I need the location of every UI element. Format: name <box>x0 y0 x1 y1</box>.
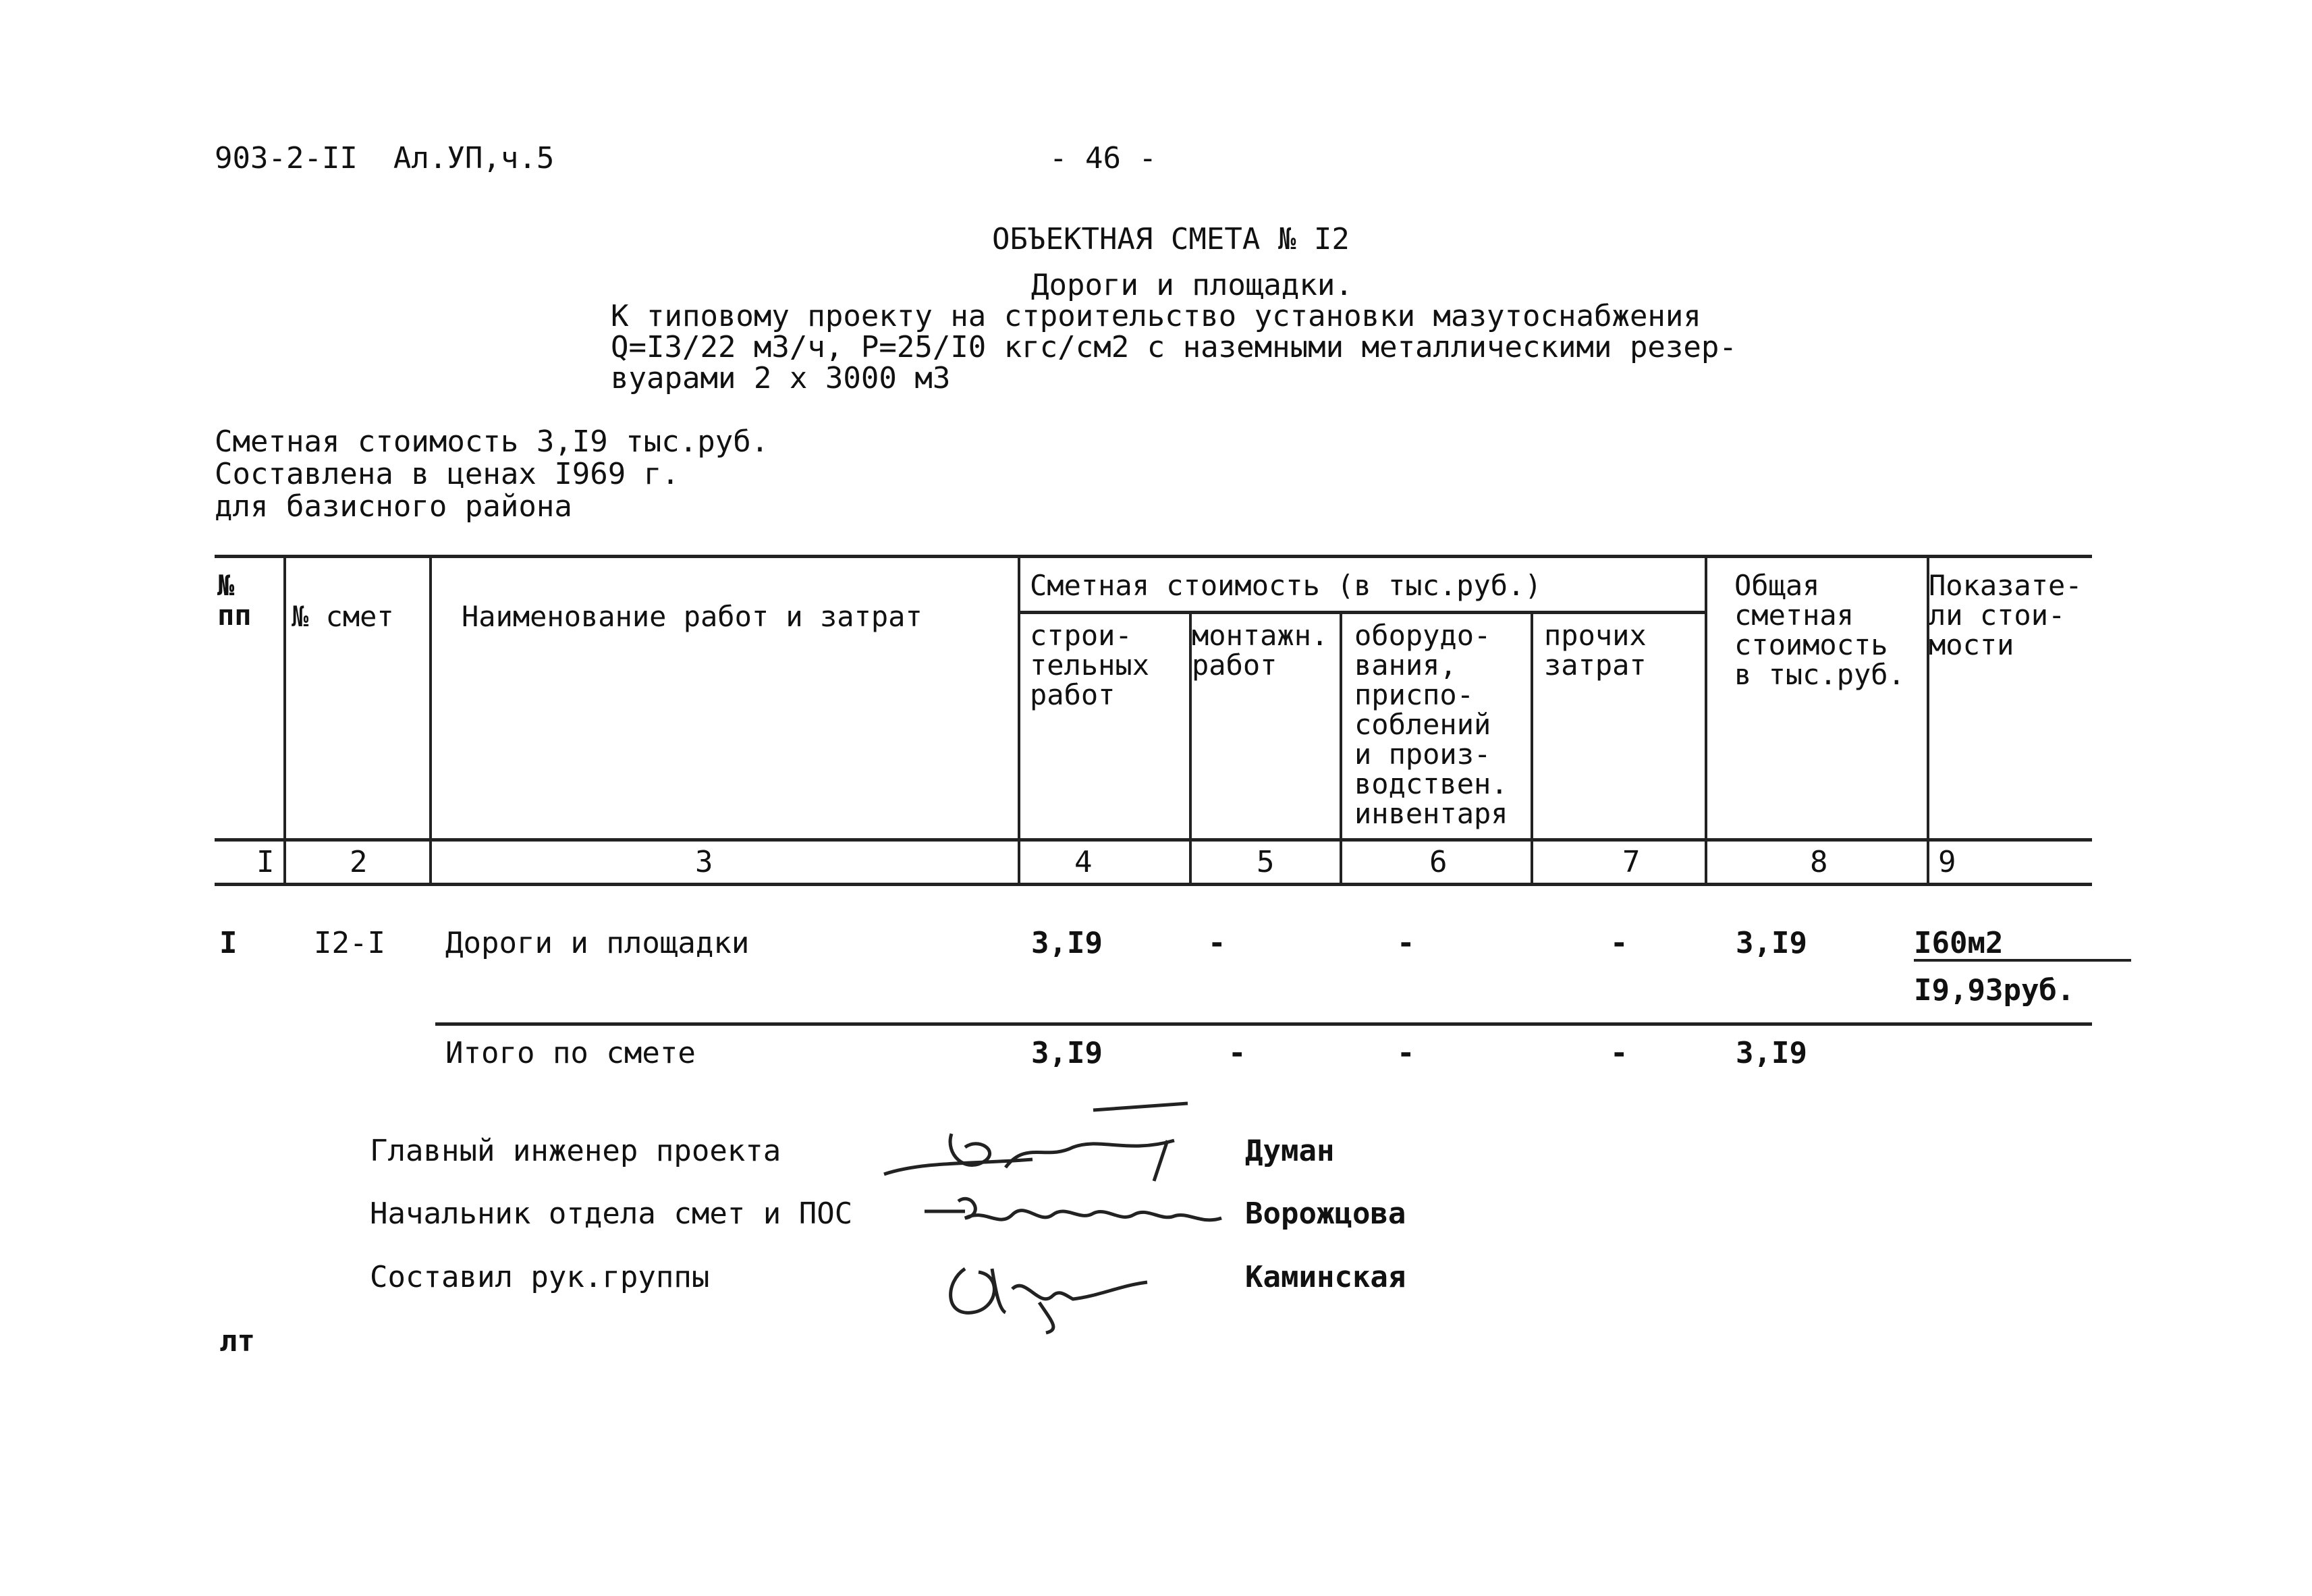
page-title: ОБЪЕКТНАЯ СМЕТА № I2 <box>992 222 1350 256</box>
row-number: I <box>219 926 238 960</box>
total-installation-cost: - <box>1228 1036 1246 1070</box>
column-divider <box>1018 555 1020 883</box>
row-estimate-number: I2-I <box>314 926 385 960</box>
handwritten-signature-chief-engineer <box>871 1100 1248 1188</box>
total-equipment-cost: - <box>1397 1036 1415 1070</box>
column-number: 6 <box>1429 845 1448 879</box>
column-divider <box>1340 611 1342 883</box>
column-number: 7 <box>1622 845 1641 879</box>
row-construction-cost: 3,I9 <box>1031 926 1103 960</box>
row-indicator-area: I60м2 <box>1914 928 2131 962</box>
estimated-cost: Сметная стоимость 3,I9 тыс.руб. <box>215 424 769 459</box>
signature-name-department-head: Ворожцова <box>1245 1196 1406 1231</box>
group-header-rule <box>1018 611 1705 614</box>
total-construction-cost: 3,I9 <box>1031 1036 1103 1070</box>
project-description-line-1: К типовому проекту на строительство установки мазутоснабжения <box>611 299 1701 333</box>
row-total-cost: 3,I9 <box>1736 926 1807 960</box>
column-number: 3 <box>695 845 713 879</box>
handwritten-signature-compiler <box>938 1248 1154 1336</box>
project-description-line-2: Q=I3/22 м3/ч, P=25/I0 кгс/см2 с наземными металлическими резер- <box>611 330 1737 364</box>
table-top-rule <box>215 555 2092 558</box>
signature-role-department-head: Начальник отдела смет и ПОС <box>370 1196 853 1231</box>
page-number: - 46 - <box>1049 141 1157 175</box>
row-installation-cost: - <box>1208 926 1226 960</box>
column-number: I <box>256 845 275 879</box>
header-indicators: Показате- ли стои- мости <box>1929 569 2083 661</box>
signature-role-compiler: Составил рук.группы <box>370 1260 710 1294</box>
signature-name-compiler: Каминская <box>1245 1260 1406 1294</box>
total-label: Итого по смете <box>445 1036 696 1070</box>
row-other-cost: - <box>1610 926 1628 960</box>
total-other-cost: - <box>1610 1036 1628 1070</box>
header-row-number: № пп <box>217 569 252 632</box>
handwritten-signature-department-head <box>925 1188 1248 1235</box>
total-overall-cost: 3,I9 <box>1736 1036 1807 1070</box>
column-number: 2 <box>350 845 368 879</box>
header-total-cost: Общая сметная стоимость в тыс.руб. <box>1734 569 1905 691</box>
column-divider <box>429 555 432 883</box>
column-number: 5 <box>1257 845 1275 879</box>
document-code: 903-2-II Ал.УП,ч.5 <box>215 141 555 175</box>
row-equipment-cost: - <box>1397 926 1415 960</box>
price-basis: Составлена в ценах I969 г. <box>215 457 680 491</box>
column-number: 8 <box>1810 845 1828 879</box>
column-divider <box>1705 555 1707 883</box>
column-number: 9 <box>1938 845 1956 879</box>
region-basis: для базисного района <box>215 489 572 524</box>
header-work-name: Наименование работ и затрат <box>462 600 923 633</box>
header-construction: строи- тельных работ <box>1030 619 1150 711</box>
header-bottom-rule <box>215 838 2092 842</box>
column-numbers-rule <box>215 883 2092 886</box>
column-divider <box>1531 611 1533 883</box>
signature-role-chief-engineer: Главный инженер проекта <box>370 1134 781 1168</box>
signature-name-chief-engineer: Думан <box>1245 1134 1335 1168</box>
header-other: прочих затрат <box>1544 619 1647 682</box>
footer-mark: лт <box>219 1324 255 1358</box>
project-description-line-3: вуарами 2 х 3000 м3 <box>611 361 951 395</box>
row-work-name: Дороги и площадки <box>445 926 750 960</box>
page-subtitle: Дороги и площадки. <box>1031 268 1353 302</box>
header-installation: монтажн. работ <box>1192 619 1329 682</box>
header-cost-group: Сметная стоимость (в тыс.руб.) <box>1030 569 1542 602</box>
row-indicator-cost: I9,93руб. <box>1914 973 2075 1008</box>
total-separator-rule <box>435 1022 2092 1026</box>
header-estimate-number: № смет <box>292 600 394 633</box>
column-divider <box>283 555 286 883</box>
column-number: 4 <box>1074 845 1093 879</box>
header-equipment: оборудо- вания, приспо- соблений и произ- водствен. инвентаря <box>1354 619 1508 830</box>
